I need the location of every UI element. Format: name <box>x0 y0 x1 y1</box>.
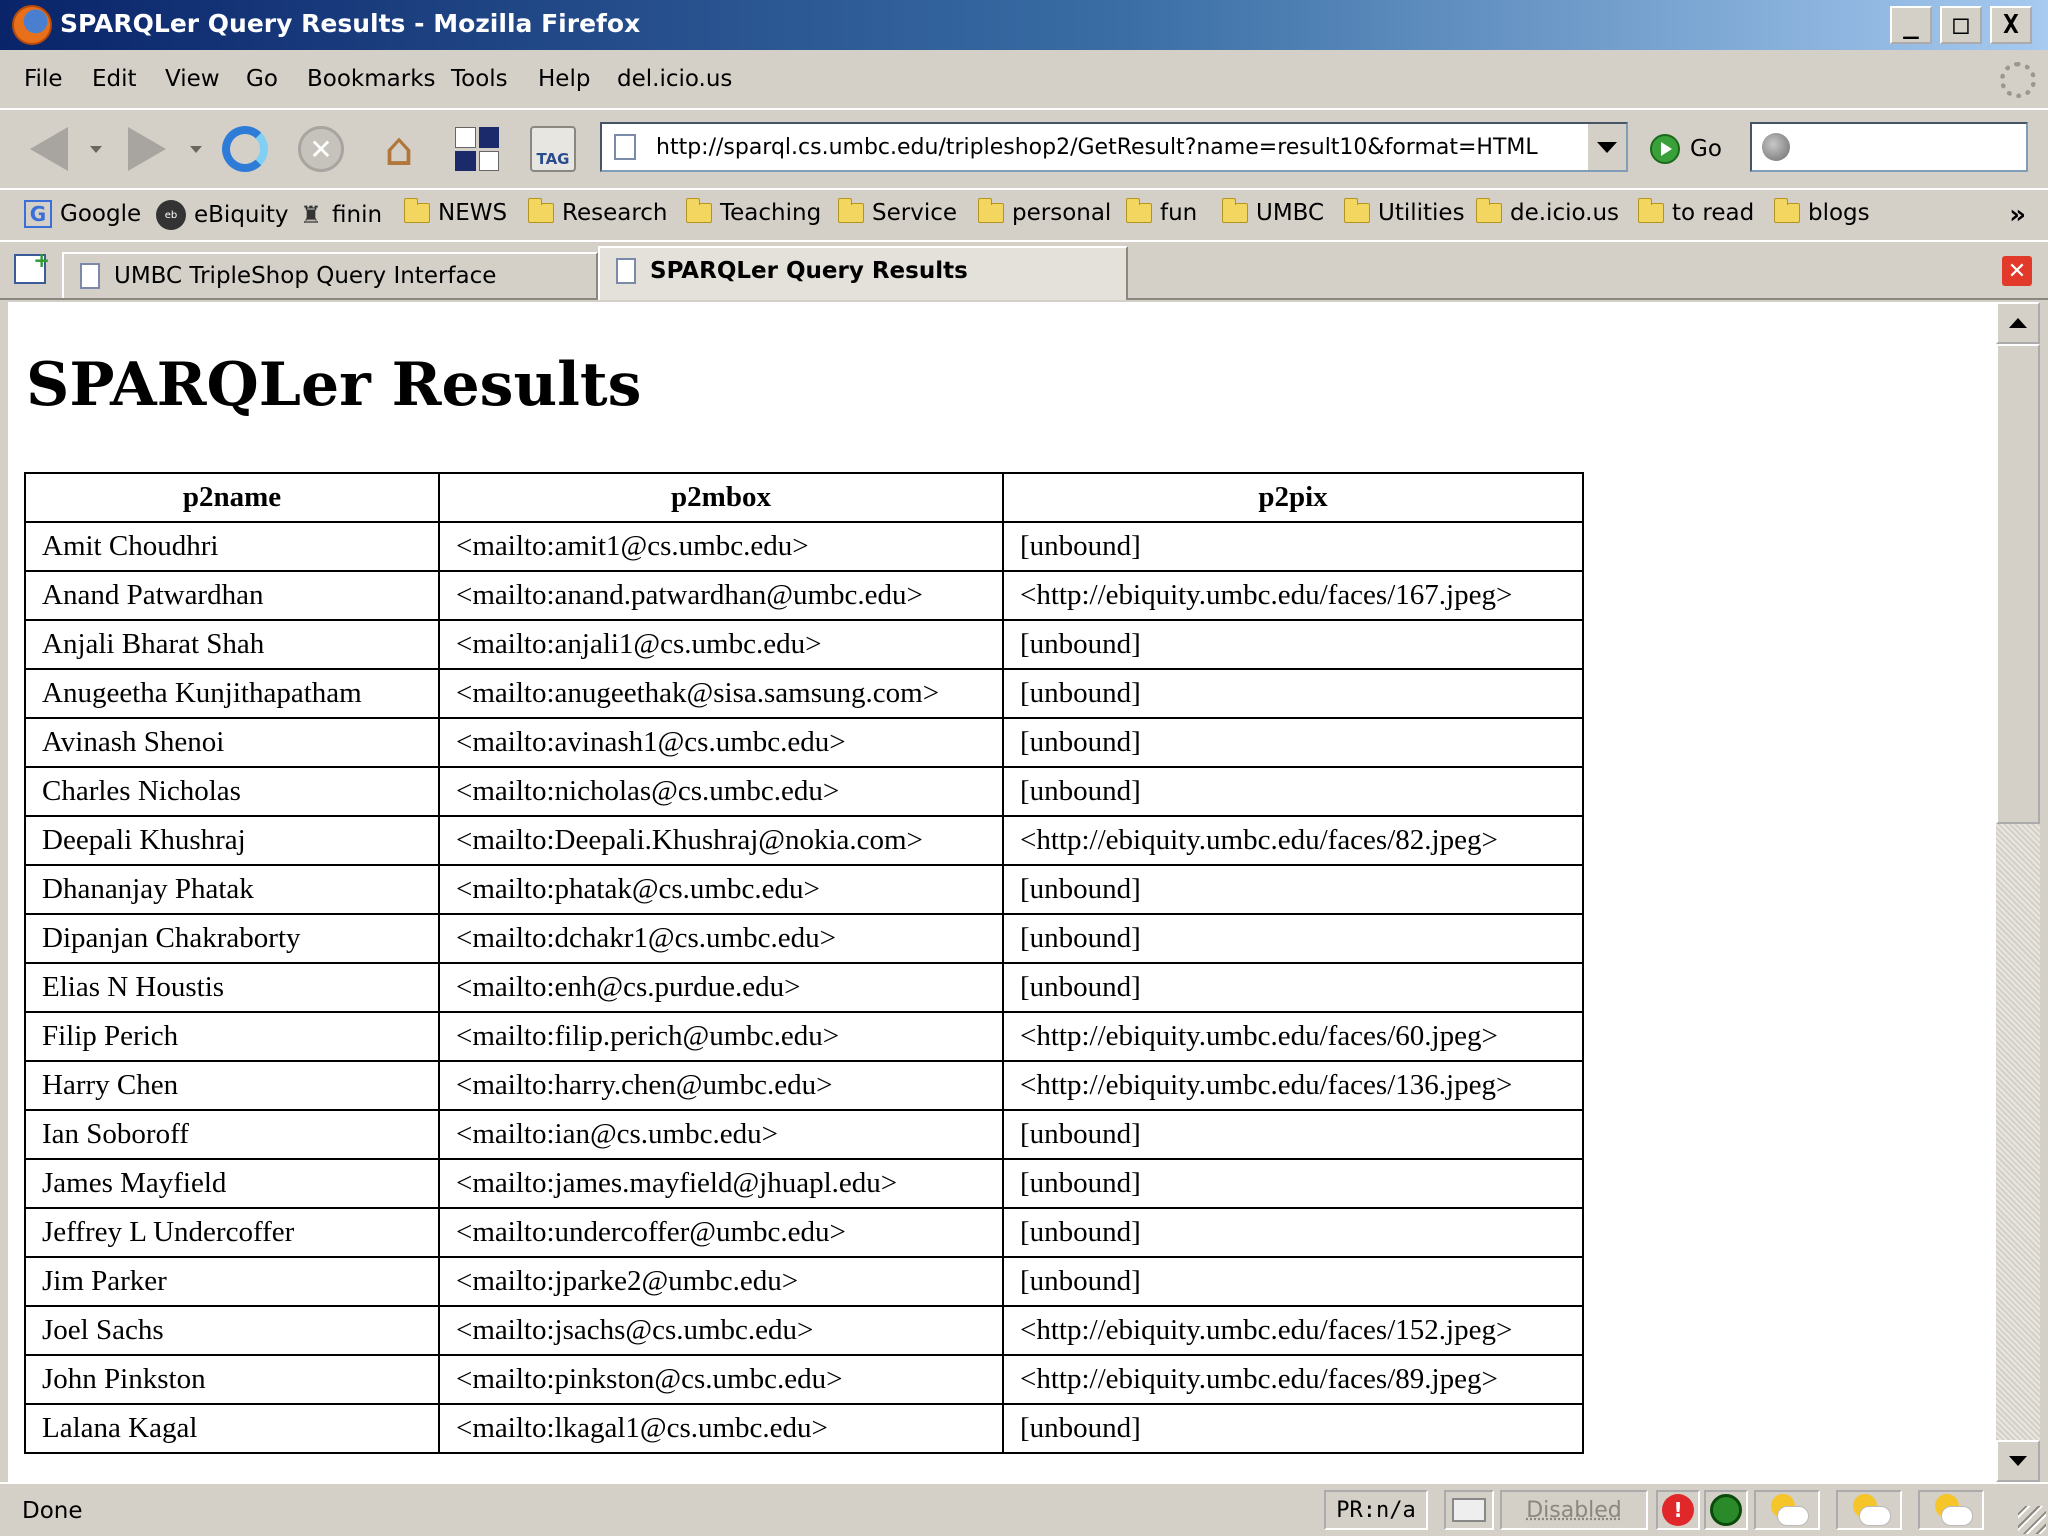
vertical-scrollbar[interactable] <box>1996 302 2040 1482</box>
throbber-icon <box>2000 62 2036 98</box>
page-icon <box>616 258 636 284</box>
bookmarks-toolbar <box>0 190 2048 242</box>
pix-cell: [unbound] <box>1003 1257 1583 1306</box>
mbox-cell: <mailto:phatak@cs.umbc.edu> <box>439 865 1003 914</box>
minimize-button[interactable]: _ <box>1890 6 1932 44</box>
online-status-icon <box>1710 1494 1742 1526</box>
table-row <box>25 1159 1583 1208</box>
pagerank-panel[interactable] <box>1324 1490 1428 1530</box>
folder-icon <box>528 203 554 223</box>
name-cell: Deepali Khushraj <box>25 816 439 865</box>
name-cell: James Mayfield <box>25 1159 439 1208</box>
menu-go[interactable]: Go <box>246 66 278 92</box>
url-bar[interactable] <box>600 122 1628 172</box>
error-panel[interactable] <box>1656 1490 1700 1530</box>
pix-cell: [unbound] <box>1003 669 1583 718</box>
bookmark-folder-news[interactable] <box>404 200 507 226</box>
home-icon: ⌂ <box>384 122 414 176</box>
bookmark-label: to read <box>1672 200 1755 226</box>
mail-panel[interactable] <box>1444 1490 1494 1530</box>
bookmark-label: blogs <box>1808 200 1870 226</box>
mbox-cell: <mailto:dchakr1@cs.umbc.edu> <box>439 914 1003 963</box>
go-label: Go <box>1690 136 1722 162</box>
pix-cell: [unbound] <box>1003 963 1583 1012</box>
tag-button[interactable] <box>522 118 584 180</box>
name-cell: John Pinkston <box>25 1355 439 1404</box>
pix-cell: [unbound] <box>1003 1159 1583 1208</box>
bookmark-folder-research[interactable] <box>528 200 668 226</box>
name-cell: Harry Chen <box>25 1061 439 1110</box>
menu-delicious[interactable]: del.icio.us <box>617 66 733 92</box>
bookmark-ebiquity[interactable] <box>156 200 289 230</box>
table-row <box>25 963 1583 1012</box>
title-bar <box>0 0 2048 50</box>
reload-button[interactable] <box>214 118 276 180</box>
menu-view[interactable]: View <box>165 66 220 92</box>
bookmark-folder-umbc[interactable] <box>1222 200 1324 226</box>
bookmark-label: personal <box>1012 200 1112 226</box>
bookmark-folder-deicious[interactable] <box>1476 200 1619 226</box>
go-button[interactable] <box>1650 134 1722 164</box>
menu-edit[interactable]: Edit <box>92 66 137 92</box>
search-engine-icon[interactable] <box>1762 133 1790 161</box>
mbox-cell: <mailto:nicholas@cs.umbc.edu> <box>439 767 1003 816</box>
mbox-cell: <mailto:anand.patwardhan@umbc.edu> <box>439 571 1003 620</box>
forward-arrow-icon <box>128 127 166 171</box>
table-row <box>25 1110 1583 1159</box>
pix-cell: [unbound] <box>1003 1208 1583 1257</box>
scroll-up-button[interactable] <box>1996 302 2040 344</box>
mbox-cell: <mailto:james.mayfield@jhuapl.edu> <box>439 1159 1003 1208</box>
name-cell: Anugeetha Kunjithapatham <box>25 669 439 718</box>
bookmark-label: UMBC <box>1256 200 1325 226</box>
table-row <box>25 669 1583 718</box>
go-arrow-icon <box>1650 134 1680 164</box>
mbox-cell: <mailto:lkagal1@cs.umbc.edu> <box>439 1404 1003 1453</box>
firefox-logo-icon <box>12 5 52 45</box>
status-text: Done <box>22 1498 83 1524</box>
bookmark-label: Research <box>562 200 668 226</box>
menu-file[interactable]: File <box>24 66 63 92</box>
table-row <box>25 522 1583 571</box>
name-cell: Ian Soboroff <box>25 1110 439 1159</box>
folder-icon <box>1774 203 1800 223</box>
table-row <box>25 1306 1583 1355</box>
pix-cell: [unbound] <box>1003 865 1583 914</box>
bookmark-label: Utilities <box>1378 200 1465 226</box>
pix-cell: [unbound] <box>1003 1404 1583 1453</box>
column-header: p2pix <box>1003 473 1583 522</box>
chevron-down-icon <box>1597 142 1617 153</box>
table-row <box>25 865 1583 914</box>
table-row <box>25 620 1583 669</box>
bookmark-folder-service[interactable] <box>838 200 957 226</box>
url-history-dropdown[interactable] <box>1586 124 1626 170</box>
page-icon <box>80 263 100 289</box>
mbox-cell: <mailto:anugeethak@sisa.samsung.com> <box>439 669 1003 718</box>
table-row <box>25 816 1583 865</box>
folder-icon <box>1638 203 1664 223</box>
folder-icon <box>404 203 430 223</box>
page-content <box>8 302 1996 1482</box>
folder-icon <box>978 203 1004 223</box>
table-row <box>25 1257 1583 1306</box>
back-history-dropdown[interactable] <box>90 146 102 153</box>
bookmarks-overflow-button[interactable]: » <box>2009 200 2026 230</box>
bookmark-label: finin <box>332 202 383 228</box>
tab-label: UMBC TripleShop Query Interface <box>114 263 497 289</box>
table-header-row <box>25 473 1583 522</box>
bookmark-label: Google <box>60 201 142 227</box>
tag-icon: TAG <box>530 126 576 172</box>
search-input[interactable] <box>1750 122 2028 172</box>
window-title: SPARQLer Query Results - Mozilla Firefox <box>60 9 641 38</box>
name-cell: Dhananjay Phatak <box>25 865 439 914</box>
ebiquity-icon: eb <box>156 200 186 230</box>
delicious-icon <box>455 127 499 171</box>
bookmark-folder-personal[interactable] <box>978 200 1111 226</box>
robot-icon: ♜ <box>300 201 322 229</box>
pix-cell: [unbound] <box>1003 718 1583 767</box>
column-header: p2mbox <box>439 473 1003 522</box>
scroll-thumb[interactable] <box>1996 344 2040 824</box>
bookmark-google[interactable] <box>24 200 141 228</box>
partly-cloudy-icon <box>1767 1494 1807 1526</box>
url-input[interactable]: http://sparql.cs.umbc.edu/tripleshop2/GetResult?name=result10&format=HTML <box>656 135 1538 160</box>
weather-panel-3[interactable] <box>1918 1490 1984 1530</box>
table-row <box>25 1355 1583 1404</box>
name-cell: Anand Patwardhan <box>25 571 439 620</box>
pix-cell: <http://ebiquity.umbc.edu/faces/89.jpeg> <box>1003 1355 1583 1404</box>
weather-panel-1[interactable] <box>1754 1490 1820 1530</box>
folder-icon <box>838 203 864 223</box>
disabled-text: Disabled <box>1526 1497 1622 1523</box>
page-icon <box>614 134 636 160</box>
weather-panel-2[interactable] <box>1836 1490 1902 1530</box>
name-cell: Jim Parker <box>25 1257 439 1306</box>
mbox-cell: <mailto:avinash1@cs.umbc.edu> <box>439 718 1003 767</box>
table-row <box>25 1012 1583 1061</box>
bookmark-label: de.icio.us <box>1510 200 1620 226</box>
folder-icon <box>1222 203 1248 223</box>
mbox-cell: <mailto:pinkston@cs.umbc.edu> <box>439 1355 1003 1404</box>
stop-button[interactable] <box>290 118 352 180</box>
forward-history-dropdown[interactable] <box>190 146 202 153</box>
name-cell: Lalana Kagal <box>25 1404 439 1453</box>
reload-icon <box>222 126 268 172</box>
home-button[interactable] <box>368 118 430 180</box>
table-row <box>25 571 1583 620</box>
close-window-button[interactable]: X <box>1990 6 2032 44</box>
bookmark-label: Service <box>872 200 958 226</box>
folder-icon <box>1476 203 1502 223</box>
mbox-cell: <mailto:ian@cs.umbc.edu> <box>439 1110 1003 1159</box>
arrow-up-icon <box>2009 318 2027 328</box>
disabled-panel[interactable] <box>1500 1490 1648 1530</box>
forward-button[interactable] <box>116 118 178 180</box>
bookmark-folder-to-read[interactable] <box>1638 200 1754 226</box>
name-cell: Jeffrey L Undercoffer <box>25 1208 439 1257</box>
folder-icon <box>1126 203 1152 223</box>
navigation-toolbar <box>0 110 2048 190</box>
menu-bookmarks[interactable]: Bookmarks <box>307 66 436 92</box>
scroll-down-button[interactable] <box>1996 1440 2040 1482</box>
pix-cell: [unbound] <box>1003 522 1583 571</box>
pix-cell: <http://ebiquity.umbc.edu/faces/60.jpeg> <box>1003 1012 1583 1061</box>
mbox-cell: <mailto:enh@cs.purdue.edu> <box>439 963 1003 1012</box>
pix-cell: <http://ebiquity.umbc.edu/faces/82.jpeg> <box>1003 816 1583 865</box>
pix-cell: <http://ebiquity.umbc.edu/faces/167.jpeg> <box>1003 571 1583 620</box>
partly-cloudy-icon <box>1849 1494 1889 1526</box>
name-cell: Dipanjan Chakraborty <box>25 914 439 963</box>
name-cell: Amit Choudhri <box>25 522 439 571</box>
close-tab-icon[interactable]: ✕ <box>2002 256 2032 286</box>
pix-cell: [unbound] <box>1003 914 1583 963</box>
online-panel[interactable] <box>1704 1490 1748 1530</box>
bookmark-label: eBiquity <box>194 202 289 228</box>
arrow-down-icon <box>2009 1456 2027 1466</box>
table-row <box>25 1208 1583 1257</box>
name-cell: Elias N Houstis <box>25 963 439 1012</box>
error-icon: ! <box>1662 1494 1694 1526</box>
mbox-cell: <mailto:jparke2@umbc.edu> <box>439 1257 1003 1306</box>
pix-cell: <http://ebiquity.umbc.edu/faces/152.jpeg> <box>1003 1306 1583 1355</box>
mbox-cell: <mailto:jsachs@cs.umbc.edu> <box>439 1306 1003 1355</box>
name-cell: Joel Sachs <box>25 1306 439 1355</box>
tab-sparqler-results[interactable] <box>598 246 1128 300</box>
mbox-cell: <mailto:filip.perich@umbc.edu> <box>439 1012 1003 1061</box>
pix-cell: [unbound] <box>1003 620 1583 669</box>
tab-bar <box>0 242 2048 300</box>
table-row <box>25 914 1583 963</box>
resize-grip[interactable] <box>2018 1506 2046 1534</box>
mbox-cell: <mailto:undercoffer@umbc.edu> <box>439 1208 1003 1257</box>
pagerank-text: PR:n/a <box>1336 1497 1416 1523</box>
partly-cloudy-icon <box>1931 1494 1971 1526</box>
mbox-cell: <mailto:harry.chen@umbc.edu> <box>439 1061 1003 1110</box>
bookmark-folder-fun[interactable] <box>1126 200 1197 226</box>
pix-cell: [unbound] <box>1003 767 1583 816</box>
new-tab-icon[interactable] <box>14 254 46 284</box>
page-title: SPARQLer Results <box>26 350 642 420</box>
google-icon: G <box>24 200 52 228</box>
results-table <box>24 472 1584 1454</box>
name-cell: Anjali Bharat Shah <box>25 620 439 669</box>
stop-icon: ✕ <box>298 126 344 172</box>
status-bar <box>0 1482 2048 1536</box>
bookmark-label: fun <box>1160 200 1198 226</box>
folder-icon <box>686 203 712 223</box>
table-row <box>25 767 1583 816</box>
name-cell: Charles Nicholas <box>25 767 439 816</box>
table-row <box>25 718 1583 767</box>
mbox-cell: <mailto:amit1@cs.umbc.edu> <box>439 522 1003 571</box>
tab-tripleshop[interactable] <box>62 252 598 298</box>
bookmark-folder-blogs[interactable] <box>1774 200 1870 226</box>
bookmark-folder-utilities[interactable] <box>1344 200 1465 226</box>
menu-tools[interactable]: Tools <box>451 66 508 92</box>
delicious-button[interactable] <box>446 118 508 180</box>
mbox-cell: <mailto:Deepali.Khushraj@nokia.com> <box>439 816 1003 865</box>
back-arrow-icon <box>30 127 68 171</box>
name-cell: Avinash Shenoi <box>25 718 439 767</box>
bookmark-folder-teaching[interactable] <box>686 200 821 226</box>
column-header: p2name <box>25 473 439 522</box>
table-row <box>25 1061 1583 1110</box>
name-cell: Filip Perich <box>25 1012 439 1061</box>
menu-help[interactable]: Help <box>538 66 591 92</box>
bookmark-label: NEWS <box>438 200 508 226</box>
back-button[interactable] <box>18 118 80 180</box>
menu-bar <box>0 50 2048 110</box>
bookmark-finin[interactable] <box>298 200 382 230</box>
folder-icon <box>1344 203 1370 223</box>
table-row <box>25 1404 1583 1453</box>
bookmark-label: Teaching <box>720 200 822 226</box>
pix-cell: [unbound] <box>1003 1110 1583 1159</box>
tab-label: SPARQLer Query Results <box>650 258 968 284</box>
mail-icon <box>1452 1498 1486 1522</box>
mbox-cell: <mailto:anjali1@cs.umbc.edu> <box>439 620 1003 669</box>
maximize-button[interactable]: □ <box>1940 6 1982 44</box>
pix-cell: <http://ebiquity.umbc.edu/faces/136.jpeg> <box>1003 1061 1583 1110</box>
